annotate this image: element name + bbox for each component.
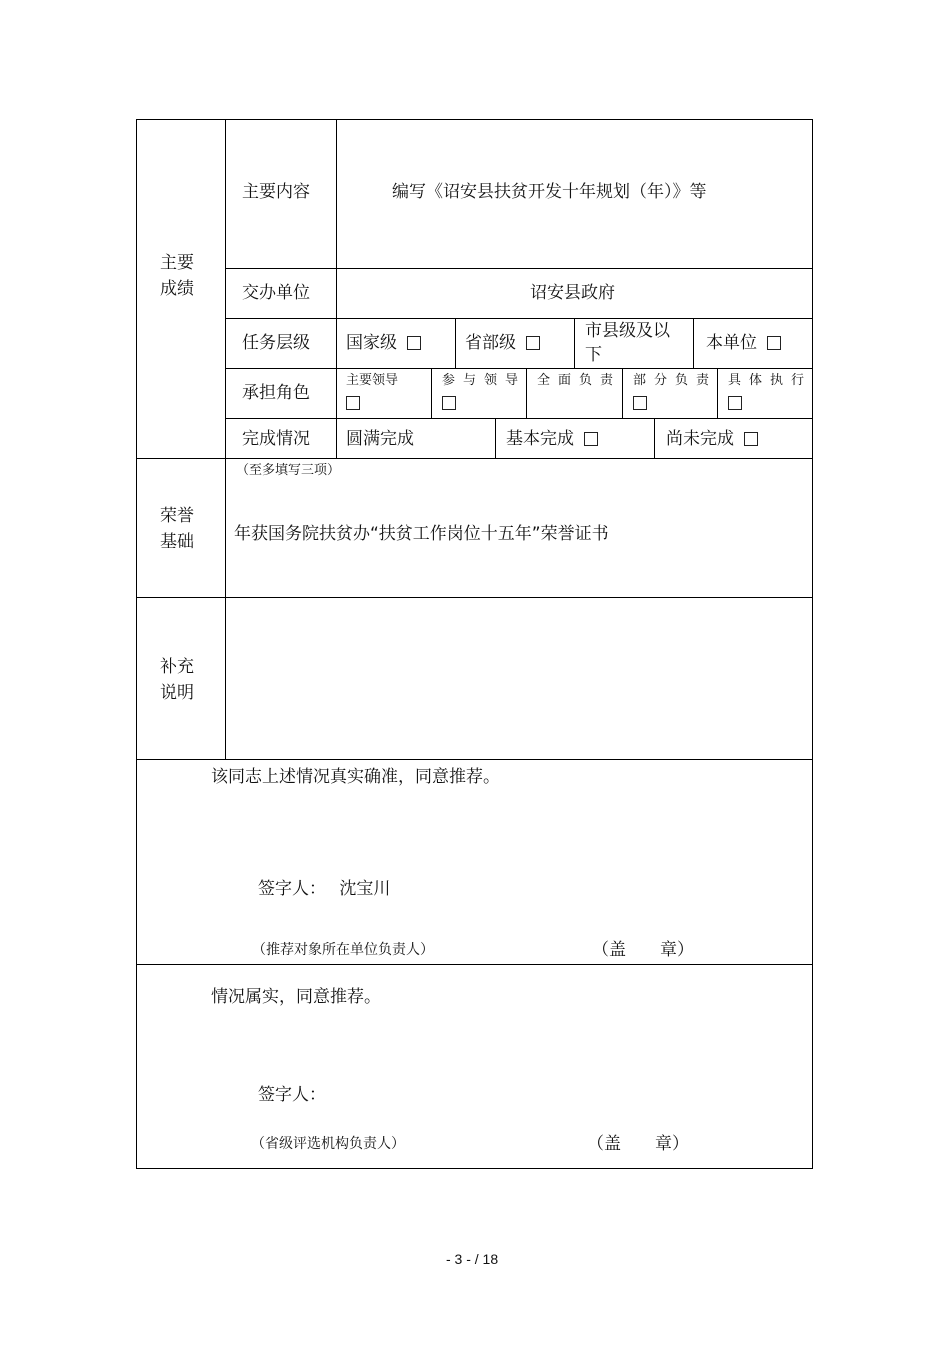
province-opinion-text[interactable]: 情况属实，同意推荐。 <box>211 987 381 1007</box>
assigning-unit-value[interactable]: 诏安县政府 <box>530 283 615 303</box>
role-participating-lead[interactable]: 参与领导 <box>442 372 526 410</box>
row-divider-2 <box>225 318 813 319</box>
checkbox-participating-lead[interactable] <box>442 396 456 410</box>
checkbox-incomplete[interactable] <box>744 432 758 446</box>
completion-divider-2 <box>654 418 655 458</box>
task-level-divider-3 <box>693 318 694 368</box>
label-column-divider <box>225 119 226 759</box>
checkbox-partial-charge[interactable] <box>633 396 647 410</box>
unit-signer <box>258 878 390 900</box>
table-border-right <box>812 119 813 1168</box>
role-divider-1 <box>431 368 432 418</box>
table-border-bottom <box>136 1168 813 1169</box>
role-label: 承担角色 <box>242 383 310 403</box>
main-content-value[interactable]: 编写《诏安县扶贫开发十年规划（年）》等 <box>392 182 707 202</box>
role-divider-2 <box>526 368 527 418</box>
main-content-label: 主要内容 <box>242 182 310 202</box>
task-level-provincial[interactable]: 省部级 <box>465 332 540 354</box>
section-divider-province-opinion <box>136 964 813 965</box>
checkbox-main-lead[interactable] <box>346 396 360 410</box>
completion-basic[interactable]: 基本完成 <box>506 428 598 450</box>
checkbox-national[interactable] <box>407 336 421 350</box>
task-level-own-unit[interactable]: 本单位 <box>706 332 781 354</box>
unit-opinion-text[interactable]: 该同志上述情况真实确准，同意推荐。 <box>211 767 500 787</box>
checkbox-basic[interactable] <box>584 432 598 446</box>
page-number: - 3 - / 18 <box>446 1251 499 1267</box>
completion-divider-1 <box>495 418 496 458</box>
unit-signer-role: （推荐对象所在单位负责人） <box>252 942 434 958</box>
table-border-top <box>136 119 813 120</box>
supplement-section-label: 补充 说明 <box>160 657 194 703</box>
achievements-section-label: 主要 成绩 <box>160 253 194 299</box>
completion-label: 完成情况 <box>242 429 310 449</box>
row-divider-3 <box>225 368 813 369</box>
province-signer-label: 签字人： <box>258 1085 326 1105</box>
assigning-unit-label: 交办单位 <box>242 283 310 303</box>
unit-seal: （盖 章） <box>592 940 694 960</box>
checkbox-execution[interactable] <box>728 396 742 410</box>
section-divider-supplement <box>136 597 813 598</box>
role-full-charge[interactable]: 全面负责 <box>537 373 622 388</box>
role-partial-charge[interactable]: 部分负责 <box>633 372 717 410</box>
province-signer-role: （省级评选机构负责人） <box>251 1136 405 1152</box>
checkbox-provincial[interactable] <box>526 336 540 350</box>
honor-text[interactable]: 年获国务院扶贫办“扶贫工作岗位十五年”荣誉证书 <box>234 524 609 544</box>
unit-signer-label: 签字人： <box>258 879 326 899</box>
section-divider-unit-opinion <box>136 759 813 760</box>
unit-signer-name[interactable]: 沈宝川 <box>339 879 391 899</box>
table-border-left <box>136 119 137 1168</box>
honor-section-label: 荣誉 基础 <box>160 506 194 552</box>
completion-perfect[interactable]: 圆满完成 <box>346 429 414 449</box>
role-divider-3 <box>622 368 623 418</box>
role-main-lead[interactable]: 主要领导 <box>346 372 398 410</box>
section-divider-honor <box>136 458 813 459</box>
role-execution[interactable]: 具体执行 <box>728 372 812 410</box>
role-divider-4 <box>717 368 718 418</box>
task-level-label: 任务层级 <box>242 333 310 353</box>
row-divider-4 <box>225 418 813 419</box>
checkbox-own-unit[interactable] <box>767 336 781 350</box>
task-level-divider-2 <box>574 318 575 368</box>
task-level-national[interactable]: 国家级 <box>346 332 421 354</box>
province-seal: （盖 章） <box>587 1134 689 1154</box>
sublabel-column-divider <box>336 119 337 458</box>
honor-note: （至多填写三项） <box>236 463 341 478</box>
row-divider-1 <box>225 268 813 269</box>
completion-incomplete[interactable]: 尚未完成 <box>666 428 758 450</box>
task-level-city[interactable]: 市县级及以 下 <box>585 321 670 365</box>
task-level-divider-1 <box>455 318 456 368</box>
